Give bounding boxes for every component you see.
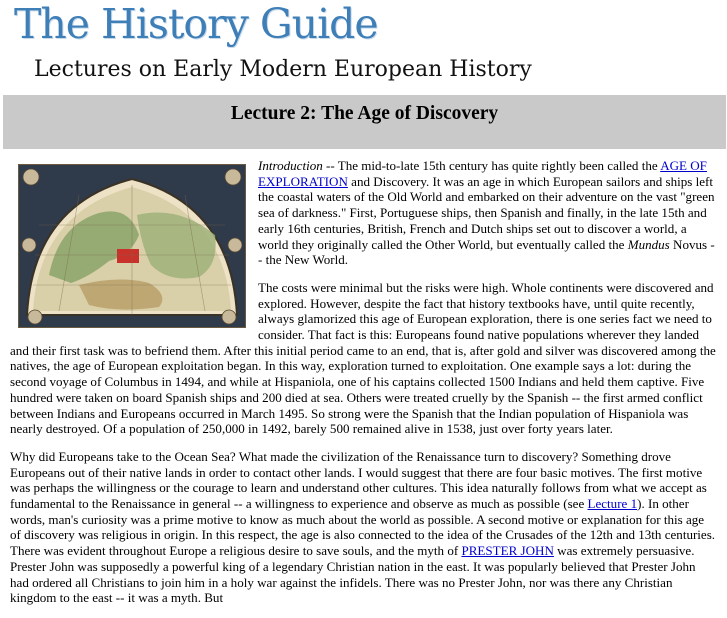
costs-paragraph: The costs were minimal but the risks were high. Whole continents were discovered and explored. However, despite the fact that history textbooks have, until quite recently, always glamorized this age of European exploration, there is one series fact we need to consider. That fact is this: Europeans found native populations wherever they landed and their first task was to befriend them. After this initial period came to an end, that is, after gold and silver was discovered among the natives, the age of European exploitation began. In this way, exploration turned to exploitation. One example says a lot: during the second voyage of Columbus in 1494, and while at Hispaniola, one of his captains collected 1500 Indians and held them captive. Five hundred were taken on board Spanish ships and 200 died at sea. Others were treated cruelly by the Spanish -- the first armed conflict between Indians and Europeans occurred in March 1495. So strong were the Spanish that the Indian population of Hispaniola was nearly destroyed. Of a population of 250,000 in 1492, barely 500 remained alive in 1538, just over forty years later. bbox=[10, 279, 716, 437]
masthead bbox=[0, 0, 727, 95]
world-map-icon bbox=[19, 165, 245, 327]
motives-text-1: Why did Europeans take to the Ocean Sea? What made the civilization of the Renaissance turn to discovery? Something drove Europeans out of their native lands in order to contact other lands. I would suggest that there are four basic motives. The first motive was perhaps the willingness or the courage to learn and understand other cultures. This idea naturally follows from what we accept as fundamental to the Renaissance in general -- a willingness to experience and observe as much as possible (see bbox=[10, 448, 707, 512]
intro-text-2: and Discovery. It was an age in which European sailors and ships left the coastal waters of the Old World and embarked on their adventure on the vast "green sea of darkness." First, Portuguese ships, then Spanish and finally, in the late 15th and early 16th centuries, British, French and Dutch ships set out to discover a world, a world they originally called the Other World, but eventually called the bbox=[258, 173, 715, 252]
motives-text-2: ). In other words, man's curiosity was a prime motive to know as much about the world as possible. A second motive or explanation for this age of discovery was religious in origin. In this respect, the age is also connected to the idea of the Crusades of the 12th and 13th centuries. There was evident throughout Europe a religious desire to save souls, and the myth of bbox=[10, 496, 716, 559]
motives-paragraph bbox=[10, 449, 717, 606]
age-of-exploration-link[interactable]: AGE OF EXPLORATION bbox=[258, 158, 707, 189]
intro-lead: Introduction bbox=[258, 158, 323, 173]
motives-text-3: was extremely persuasive. Prester John was supposedly a powerful king of a legendary Christian nation in the east. It was popularly believed that Prester John had ordered all Christians to join him in a holy war against the infidels. There was no Prester John, nor was there any Christian kingdom to the east -- it was a myth. But bbox=[10, 543, 696, 606]
lecture-1-link[interactable]: Lecture 1 bbox=[587, 496, 638, 512]
prester-john-link[interactable]: PRESTER JOHN bbox=[461, 543, 554, 559]
site-subtitle: Lectures on Early Modern European History bbox=[34, 57, 532, 82]
lecture-content bbox=[10, 156, 717, 618]
site-title[interactable]: The History Guide bbox=[14, 0, 378, 48]
page-title: Lecture 2: The Age of Discovery bbox=[230, 103, 499, 124]
intro-text-1: -- The mid-to-late 15th century has quite rightly been called the bbox=[322, 158, 661, 173]
mundus-term: Mundus bbox=[627, 236, 670, 252]
intro-text-3: Novus -- the New World. bbox=[258, 236, 715, 268]
lecture-title-bar bbox=[3, 95, 726, 149]
ptolemy-map-image bbox=[18, 164, 246, 328]
